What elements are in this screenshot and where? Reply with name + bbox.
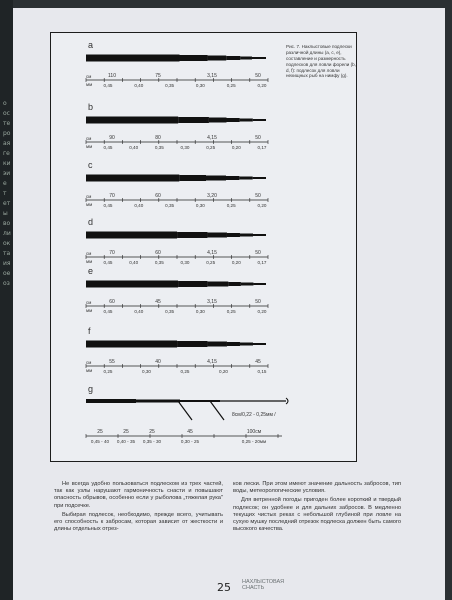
diameter-label: 0,40 <box>134 83 144 88</box>
margin-fragment: ге <box>3 150 10 157</box>
leader-segment <box>240 234 253 237</box>
leader-segment <box>179 175 206 181</box>
unit-cm: см <box>86 194 92 199</box>
diameter-label: 0,40 <box>134 309 144 314</box>
leader-diagram <box>82 40 302 470</box>
paragraph: Выбирая подлесок, необходимо, прежде всего, учитывать его способность к забросам, которая зависит от жесткости и длины отдельных отрез- <box>54 511 223 533</box>
leader-segment <box>252 57 266 59</box>
length-label: 25 <box>123 429 129 435</box>
diameter-label: 0,30 <box>195 83 205 88</box>
unit-mm: мм <box>86 144 93 149</box>
leader-segment <box>253 177 266 179</box>
dropper-line <box>178 401 192 420</box>
diameter-label: 0,40 <box>129 260 139 265</box>
panel-letter: g <box>88 384 94 394</box>
leader-segment <box>180 400 220 402</box>
margin-fragment: ос <box>3 110 10 117</box>
leader-segment <box>178 117 209 123</box>
figure-caption: Рис. 7. Наклыстовые подлески различной длины (a, c, e), составление и размерность подлесков для ловли форели (b, d, f): подлесок для ловли нехищных рыб на нимфу (g). <box>286 44 356 79</box>
diameter-label: 0,45 - 40 <box>90 439 110 444</box>
leader-segment <box>207 282 228 287</box>
length-label: 3,15 <box>207 299 217 305</box>
diameter-label: 0,35 <box>165 309 175 314</box>
margin-fragment: эи <box>3 170 11 177</box>
margin-fragment: ы <box>3 210 8 217</box>
margin-fragment: та <box>3 250 11 257</box>
diameter-label: 0,25 <box>180 369 190 374</box>
leader-segment <box>209 118 227 123</box>
leader-segment <box>239 177 252 180</box>
diameter-label: 0,25 - 20мм <box>241 439 267 444</box>
length-label: 110 <box>108 73 116 79</box>
unit-cm: см <box>86 251 92 256</box>
length-label: 80 <box>155 135 161 141</box>
margin-fragment: ки <box>3 160 11 167</box>
margin-fragment: ро <box>3 130 11 137</box>
length-label: 55 <box>109 359 115 365</box>
diameter-label: 0,25 <box>226 309 236 314</box>
margin-fragment: о <box>3 100 7 107</box>
length-label: 50 <box>255 73 261 79</box>
panel-letter: c <box>88 160 93 170</box>
length-label: 4,15 <box>207 250 217 256</box>
diameter-label: 0,35 - 30 <box>142 439 162 444</box>
diameter-label: 0,20 <box>257 203 267 208</box>
length-label: 60 <box>109 299 115 305</box>
length-label: 45 <box>155 299 161 305</box>
panel-letter: e <box>88 266 94 276</box>
diameter-label: 0,25 <box>206 260 216 265</box>
panel-letter: b <box>88 102 94 112</box>
unit-cm: см <box>86 136 92 141</box>
length-label: 75 <box>155 73 161 79</box>
length-label: 4,15 <box>207 359 217 365</box>
leader-segment <box>227 342 240 346</box>
length-label: 70 <box>109 250 115 256</box>
diameter-label: 0,20 <box>257 83 267 88</box>
diameter-label: 0,45 <box>103 309 113 314</box>
hook-icon <box>286 398 288 404</box>
leader-segment <box>136 400 180 403</box>
margin-fragment: ли <box>3 230 11 237</box>
diameter-label: 0,30 <box>195 203 205 208</box>
running-head <box>242 579 284 591</box>
panel-letter: f <box>88 326 91 336</box>
unit-mm: мм <box>86 202 93 207</box>
dropper-line <box>210 401 224 420</box>
length-label: 90 <box>109 135 115 141</box>
length-label: 25 <box>149 429 155 435</box>
leader-segment <box>241 283 254 286</box>
leader-segment <box>226 56 240 60</box>
unit-mm: мм <box>86 308 93 313</box>
leader-segment <box>240 57 252 60</box>
leader-segment <box>177 341 207 347</box>
diameter-label: 0,15 <box>257 369 267 374</box>
leader-segment <box>178 281 207 287</box>
margin-fragment: е <box>3 180 7 187</box>
diameter-label: 0,35 <box>165 83 175 88</box>
dropper-note: 8см/0,22 - 0,25мм / <box>232 412 276 418</box>
leader-segment <box>253 119 266 121</box>
leader-segment <box>240 343 253 346</box>
length-label: 70 <box>109 193 115 199</box>
diameter-label: 0,25 <box>226 83 236 88</box>
diameter-label: 0,35 <box>154 145 164 150</box>
leader-segment <box>86 399 136 403</box>
margin-fragment: во <box>3 220 11 227</box>
length-label: 60 <box>155 193 161 199</box>
length-label: 50 <box>255 299 261 305</box>
leader-segment <box>86 175 179 182</box>
diameter-label: 0,40 <box>134 203 144 208</box>
text-column-right <box>233 481 401 535</box>
diameter-label: 0,35 <box>154 260 164 265</box>
leader-segment <box>228 282 241 286</box>
leader-segment <box>227 233 240 237</box>
unit-mm: мм <box>86 82 93 87</box>
paragraph: Не всегда удобно пользоваться подлеском из трех частей, так как узлы нарушают гармоничность снасти и повышают опасность обрывов, особенно если у рыболова „тяжелая рука" при подсечке. <box>54 481 223 509</box>
margin-fragment: ая <box>3 140 11 147</box>
panel-letter: d <box>88 217 94 227</box>
diameter-label: 0,17 <box>257 145 267 150</box>
panel-letter: a <box>88 40 94 50</box>
unit-cm: см <box>86 300 92 305</box>
diameter-label: 0,20 <box>231 260 241 265</box>
diameter-label: 0,45 <box>103 260 113 265</box>
leader-segment <box>253 234 266 236</box>
diameter-label: 0,17 <box>257 260 267 265</box>
diameter-label: 0,25 <box>206 145 216 150</box>
length-label: 50 <box>255 250 261 256</box>
leader-segment <box>86 341 177 348</box>
leader-segment <box>240 119 253 122</box>
paragraph: ков лески. При этом имеют значение дальность забросов, тип воды, метеорологические условия. <box>233 481 401 495</box>
leader-segment <box>86 232 177 239</box>
leader-segment <box>180 55 208 61</box>
margin-fragment: ок <box>3 240 11 247</box>
length-label: 45 <box>187 429 193 435</box>
diameter-label: 0,25 <box>226 203 236 208</box>
leader-segment <box>206 176 226 181</box>
text-column-left <box>54 481 223 535</box>
diameter-label: 0,35 <box>165 203 175 208</box>
diameter-label: 0,45 <box>103 145 113 150</box>
diameter-label: 0,30 <box>142 369 151 374</box>
margin-fragment: те <box>3 120 11 127</box>
diameter-label: 0,20 <box>231 145 241 150</box>
leader-segment <box>86 117 178 124</box>
unit-mm: мм <box>86 259 93 264</box>
leader-segment <box>226 176 239 180</box>
margin-fragment: т <box>3 190 7 197</box>
paragraph: Для ветренной погоды пригоден более короткий и твердый подлесок; он удобнее и для дальних забросов. В медленно текущих чистых реках с небольшой глубиной при ловле на сухую мушку последний отрезок подлеска должен быть самого высокого качества. <box>233 497 401 533</box>
leader-segment <box>86 55 180 62</box>
left-page-edge <box>0 0 13 600</box>
diameter-label: 0,40 <box>129 145 139 150</box>
page-number: 25 <box>217 581 231 594</box>
leader-segment <box>253 283 266 285</box>
length-label: 3,20 <box>207 193 217 199</box>
diameter-label: 0,25 <box>103 369 113 374</box>
margin-fragment: ет <box>3 200 11 207</box>
running-head-line: СНАСТЬ <box>242 585 265 592</box>
diameter-label: 0,30 <box>180 145 190 150</box>
leader-segment <box>207 233 227 238</box>
diameter-label: 0,45 <box>103 203 113 208</box>
leader-segment <box>207 342 227 347</box>
margin-fragment: ия <box>3 260 11 267</box>
length-label: 40 <box>155 359 161 365</box>
length-label: 50 <box>255 135 261 141</box>
leader-segment <box>86 281 178 288</box>
length-label: 100см <box>246 429 262 435</box>
diameter-label: 0,30 <box>195 309 205 314</box>
length-label: 25 <box>97 429 103 435</box>
diameter-label: 0,40 - 35 <box>116 439 136 444</box>
running-head-line: НАХЛЫСТОВАЯ <box>242 579 285 585</box>
unit-cm: см <box>86 74 92 79</box>
margin-fragment: оз <box>3 280 10 287</box>
unit-mm: мм <box>86 368 93 373</box>
length-label: 45 <box>255 359 261 365</box>
leader-segment <box>177 232 207 238</box>
diameter-label: 0,20 <box>257 309 267 314</box>
diameter-label: 0,30 <box>180 260 190 265</box>
leader-segment <box>226 118 239 122</box>
margin-fragment: ое <box>3 270 11 277</box>
diameter-label: 0,20 <box>219 369 228 374</box>
diameter-label: 0,45 <box>103 83 113 88</box>
unit-cm: см <box>86 360 92 365</box>
leader-segment <box>253 343 266 345</box>
length-label: 60 <box>155 250 161 256</box>
length-label: 4,15 <box>207 135 217 141</box>
diameter-label: 0,30 - 25 <box>180 439 200 444</box>
length-label: 3,15 <box>207 73 217 79</box>
length-label: 50 <box>255 193 261 199</box>
leader-segment <box>208 56 227 61</box>
